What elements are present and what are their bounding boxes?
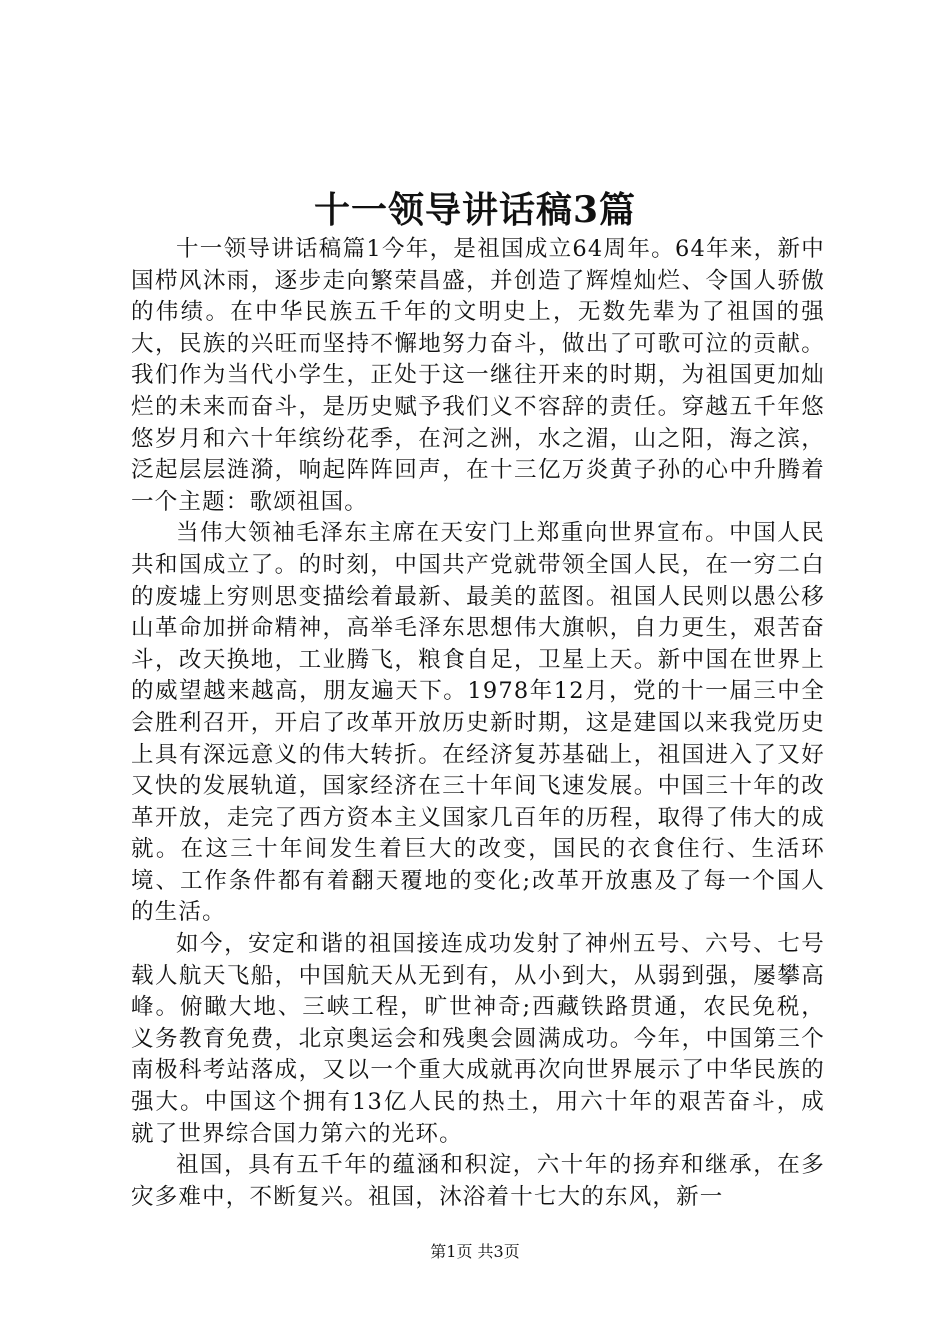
paragraph-3: 如今，安定和谐的祖国接连成功发射了神州五号、六号、七号载人航天飞船，中国航天从无到有，从小到大，从弱到强，屡攀高峰。俯瞰大地、三峡工程，旷世神奇;西藏铁路贯通，农民免税，义务教育免费，北京奥运会和残奥会圆满成功。今年，中国第三个南极科考站落成，又以一个重大成就再次向世界展示了中华民族的强大。中国这个拥有13亿人民的热土，用六十年的艰苦奋斗，成就了世界综合国力第六的光环。	[131, 931, 825, 1147]
document-body	[131, 234, 825, 1213]
paragraph-1: 十一领导讲话稿篇1今年，是祖国成立64周年。64年来，新中国栉风沐雨，逐步走向繁荣昌盛，并创造了辉煌灿烂、令国人骄傲的伟绩。在中华民族五千年的文明史上，无数先辈为了祖国的强大，民族的兴旺而坚持不懈地努力奋斗，做出了可歌可泣的贡献。我们作为当代小学生，正处于这一继往开来的时期，为祖国更加灿烂的未来而奋斗，是历史赋予我们义不容辞的责任。穿越五千年悠悠岁月和六十年缤纷花季，在河之洲，水之湄，山之阳，海之滨，泛起层层涟漪，响起阵阵回声，在十三亿万炎黄子孙的心中升腾着一个主题：歌颂祖国。	[131, 236, 825, 515]
page-number-footer: 第1页 共3页	[430, 1242, 520, 1261]
document-title: 十一领导讲话稿3篇	[313, 189, 637, 231]
paragraph-2: 当伟大领袖毛泽东主席在天安门上郑重向世界宣布。中国人民共和国成立了。的时刻，中国共产党就带领全国人民，在一穷二白的废墟上穷则思变描绘着最新、最美的蓝图。祖国人民则以愚公移山革命加拼命精神，高举毛泽东思想伟大旗帜，自力更生，艰苦奋斗，改天换地，工业腾飞，粮食自足，卫星上天。新中国在世界上的威望越来越高，朋友遍天下。1978年12月，党的十一届三中全会胜利召开，开启了改革开放历史新时期，这是建国以来我党历史上具有深远意义的伟大转折。在经济复苏基础上，祖国进入了又好又快的发展轨道，国家经济在三十年间飞速发展。中国三十年的改革开放，走完了西方资本主义国家几百年的历程，取得了伟大的成就。在这三十年间发生着巨大的改变，国民的衣食住行、生活环境、工作条件都有着翻天覆地的变化;改革开放惠及了每一个国人的生活。	[131, 520, 825, 926]
paragraph-4: 祖国，具有五千年的蕴涵和积淀，六十年的扬弃和继承，在多灾多难中，不断复兴。祖国，沐浴着十七大的东风，新一	[131, 1152, 825, 1210]
